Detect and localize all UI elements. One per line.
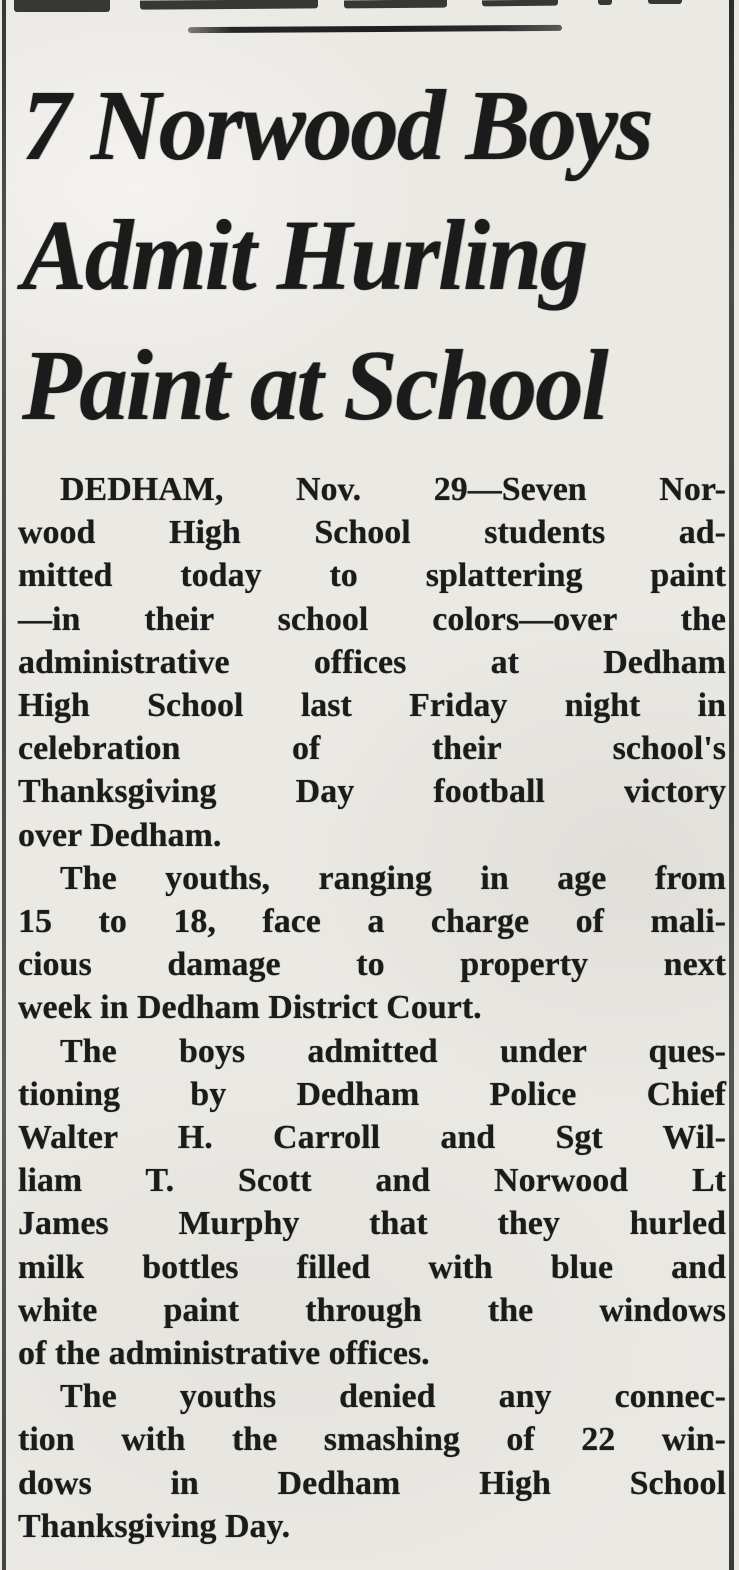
- article-line: Thanksgiving Day football victory: [18, 773, 726, 811]
- article-line: DEDHAM, Nov. 29—Seven Nor-: [60, 471, 726, 508]
- clipped-text-fragments: [0, 0, 739, 14]
- article-line: tioning by Dedham Police Chief: [18, 1075, 726, 1113]
- torn-text-fragment: [648, 0, 682, 4]
- article-line: Walter H. Carroll and Sgt Wil-: [18, 1119, 726, 1157]
- headline-line: 7 Norwood Boys: [22, 69, 652, 181]
- article-line: Thanksgiving Day.: [18, 1507, 291, 1545]
- article-line: —in their school colors—over the: [18, 600, 726, 638]
- article-line: celebration of their school's: [18, 730, 726, 768]
- article-line: The youths denied any connec-: [60, 1378, 726, 1416]
- column-rule-right: [729, 0, 734, 1570]
- article-line: dows in Dedham High School: [18, 1464, 726, 1502]
- article-line: white paint through the windows: [18, 1291, 726, 1329]
- torn-text-fragment: [140, 0, 318, 10]
- article-line: mitted today to splattering paint: [18, 557, 726, 595]
- article-line: wood High School students ad-: [18, 514, 726, 552]
- article-line: James Murphy that they hurled: [18, 1205, 726, 1243]
- article-line: milk bottles filled with blue and: [18, 1248, 726, 1286]
- torn-text-fragment: [14, 0, 110, 12]
- article-line: over Dedham.: [18, 816, 222, 854]
- article-line: administrative offices at Dedham: [18, 643, 726, 681]
- article-line: of the administrative offices.: [18, 1335, 430, 1373]
- article-line: 15 to 18, face a charge of mali-: [18, 903, 726, 941]
- torn-text-fragment: [344, 0, 447, 8]
- article-line: liam T. Scott and Norwood Lt: [18, 1162, 726, 1200]
- headline-line: Admit Hurling: [22, 199, 587, 311]
- article-line: week in Dedham District Court.: [18, 989, 482, 1027]
- headline-line: Paint at School: [22, 329, 607, 441]
- column-rule-left: [2, 0, 6, 1570]
- article-line: cious damage to property next: [18, 946, 726, 984]
- torn-text-fragment: [482, 0, 558, 6]
- article-body: [18, 468, 726, 1548]
- torn-text-fragment: [598, 0, 612, 5]
- article-line: The boys admitted under ques-: [60, 1032, 726, 1070]
- article-line: tion with the smashing of 22 win-: [18, 1421, 726, 1459]
- article-line: The youths, ranging in age from: [60, 859, 726, 897]
- article-line: High School last Friday night in: [18, 687, 726, 725]
- headline: [22, 58, 722, 448]
- masthead-divider-rule: [188, 25, 562, 33]
